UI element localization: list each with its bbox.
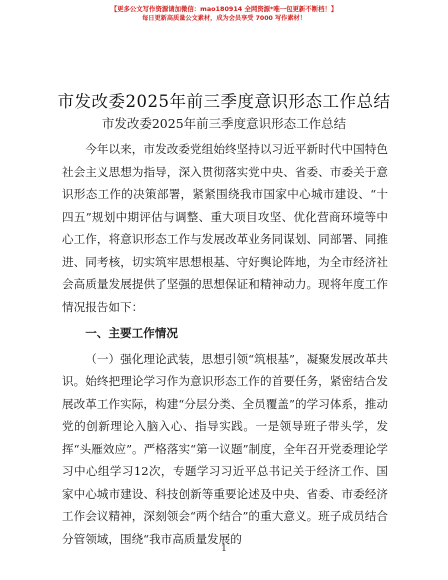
section-heading: 一、主要工作情况 [85, 326, 178, 340]
promo-banner-line1: 【更多公文写作资源请加微信：mao180914 全网资源*唯一包更新不断档！】 [110, 5, 338, 13]
document-title: 市发改委2025年前三季度意识形态工作总结 [57, 92, 391, 111]
intro-paragraph: 今年以来，市发改委党组始终坚持以习近平新时代中国特色社会主义思想为指导，深入贯彻落实党中央、省委、市委关于意识形态工作的决策部署，紧紧围绕我市国家中心城市建设、“十四五”规划中期评估与调整、重大项目攻坚、优化营商环境等中心工作，将意识形态工作与发展改革业务同谋划、同部署、同推进、同考核，切实筑牢思想根基、守好舆论阵地，为全市经济社会高质量发展提供了坚强的思想保证和精神动力。现将年度工作情况报告如下： [62, 142, 388, 314]
promo-banner [0, 4, 448, 24]
page-number: 1 [221, 544, 227, 554]
document-subtitle: 市发改委2025年前三季度意识形态工作总结 [101, 116, 347, 131]
document-body [62, 138, 388, 550]
promo-banner-line2: 每日更新高质量公文素材，成为会员享受 7000 写作素材！ [142, 15, 306, 22]
section-paragraph: （一）强化理论武装，思想引领“筑根基”，凝聚发展改革共识。始终把理论学习作为意识形态工作的首要任务，紧密结合发展改革工作实际，构建“分层分类、全员覆盖”的学习体系，推动党的创新理论入脑入心、指导实践。一是领导班子带头学，发挥“头雁效应”。严格落实“第一议题”制度，全年召开党委理论学习中心组学习12次，专题学习习近平总书记关于经济工作、国家中心城市建设、科技创新等重要论述及中央、省委、市委经济工作会议精神，深刻领会“两个结合”的重大意义。班子成员结合分管领域，围绕“我市高质量发展的 [62, 351, 388, 546]
